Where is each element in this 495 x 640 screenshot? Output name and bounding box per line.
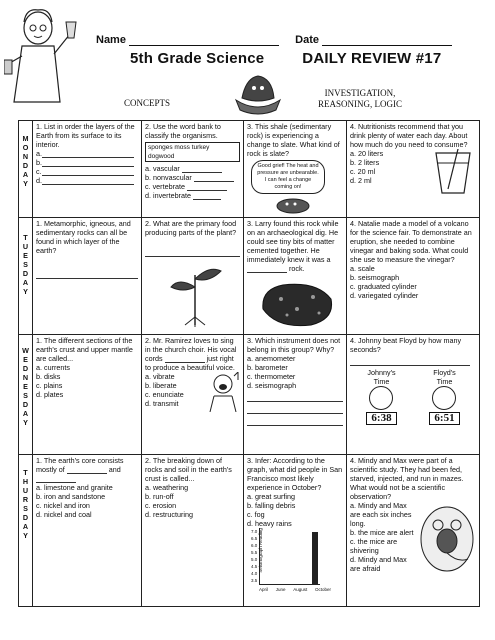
wednesday-q2-text: 2. Mr. Ramirez loves to sing in the church choir. His vocal cords just right to produce a beautiful voice.	[145, 336, 237, 372]
thursday-q2-text: 2. The breaking down of rocks and soil in the earth's crust is called...	[145, 456, 232, 483]
option[interactable]: d. 2 ml	[350, 176, 372, 185]
option[interactable]: a. great surfing	[247, 492, 295, 501]
thursday-row	[19, 455, 480, 607]
monday-label: M O N D A Y	[19, 121, 33, 218]
answer-blank[interactable]	[42, 168, 134, 176]
thursday-q3-text: 3. Infer: According to the graph, what did people in San Francisco most likely experience in October?	[247, 456, 343, 492]
thursday-label: T H U R S D A Y	[19, 455, 33, 607]
reasoning-header-line-2: REASONING, LOGIC	[318, 99, 402, 109]
option[interactable]: d. heavy rains	[247, 519, 292, 528]
tuesday-q2	[142, 218, 244, 335]
chart-x-ticks: April June August October	[259, 587, 331, 592]
option[interactable]: d. transmit	[145, 399, 179, 408]
tuesday-q1	[33, 218, 142, 335]
option[interactable]: a. anemometer	[247, 354, 296, 363]
chart-bars	[260, 528, 320, 584]
option[interactable]: b. disks	[36, 372, 61, 381]
option[interactable]: c. nickel and iron	[36, 501, 90, 510]
concepts-header: CONCEPTS	[124, 98, 171, 108]
option[interactable]: c. the mice are shivering	[350, 537, 398, 555]
answer-blank[interactable]	[182, 165, 222, 173]
option[interactable]: c. graduated cylinder	[350, 282, 417, 291]
option[interactable]: b. barometer	[247, 363, 288, 372]
answer-blank[interactable]	[194, 174, 234, 182]
option[interactable]: c. enunciate	[145, 390, 184, 399]
option[interactable]: a. Mindy and Max are each six inches long.	[350, 501, 412, 528]
title-right: DAILY REVIEW #17	[302, 50, 442, 67]
wednesday-q4-text: 4. Johnny beat Floyd by how many seconds?	[350, 336, 462, 354]
johnny-time: Johnny's Time 6:38	[367, 368, 396, 424]
review-grid	[18, 120, 480, 607]
wednesday-q1	[33, 335, 142, 455]
tuesday-q3-text: 3. Larry found this rock while on an archaeological dig. He could see tiny bits of matter cemented together. He immediately knew it was a rock.	[247, 219, 339, 273]
option[interactable]: b. seismograph	[350, 273, 400, 282]
water-glass-illustration	[428, 149, 476, 195]
name-date-line	[96, 34, 452, 46]
floyd-time: Floyd's Time 6:51	[429, 368, 459, 425]
page-title	[130, 50, 441, 67]
wednesday-label: W E D N E S D A Y	[19, 335, 33, 455]
sedimentary-rock-illustration	[257, 279, 337, 329]
answer-line[interactable]	[247, 404, 343, 414]
chart-y-ticks: 7.0 6.5 6.0 5.5 5.0 4.5 4.0 3.5	[251, 529, 258, 583]
option[interactable]: a. 20 liters	[350, 149, 384, 158]
seismograph-chart	[251, 528, 320, 585]
plant-illustration	[165, 257, 225, 327]
option[interactable]: b. liberate	[145, 381, 177, 390]
option[interactable]: c. fog	[247, 510, 265, 519]
answer-blank[interactable]	[42, 150, 134, 158]
wednesday-q2	[142, 335, 244, 455]
monday-q1-text: 1. List in order the layers of the Earth from its surface to its interior.	[36, 122, 135, 149]
option[interactable]: a. vibrate	[145, 372, 175, 381]
monday-q2-text: 2. Use the word bank to classify the organisms.	[145, 122, 221, 140]
answer-line[interactable]	[36, 269, 138, 279]
option[interactable]: d. restructuring	[145, 510, 193, 519]
rock-illustration	[232, 70, 284, 116]
tuesday-q3	[244, 218, 347, 335]
option[interactable]: d. seismograph	[247, 381, 297, 390]
answer-blank[interactable]	[165, 355, 205, 363]
answer-blank[interactable]	[193, 192, 221, 200]
stopwatch-icon	[369, 386, 393, 410]
option[interactable]: d. Mindy and Max are afraid	[350, 555, 407, 573]
johnny-time-value: 6:38	[366, 412, 396, 425]
option[interactable]: b. the mice are alert	[350, 528, 414, 537]
thursday-q2	[142, 455, 244, 607]
option[interactable]: d. plates	[36, 390, 64, 399]
answer-line[interactable]	[247, 416, 343, 426]
option[interactable]: b. 2 liters	[350, 158, 380, 167]
answer-blank[interactable]	[67, 466, 107, 474]
answer-line[interactable]	[247, 392, 343, 402]
answer-line[interactable]	[145, 247, 240, 257]
answer-line[interactable]	[350, 356, 470, 366]
date-label: Date	[295, 34, 319, 46]
option[interactable]: b. run-off	[145, 492, 174, 501]
stopwatch-icon	[432, 386, 456, 410]
option[interactable]: d. nickel and coal	[36, 510, 92, 519]
name-field[interactable]	[129, 45, 279, 46]
option[interactable]: c. erosion	[145, 501, 177, 510]
monday-q3-text: 3. This shale (sedimentary rock) is experiencing a change to slate. What kind of rock is slate?	[247, 122, 340, 158]
tuesday-q4-text: 4. Natalie made a model of a volcano for the science fair. To demonstrate an eruption, she needed to combine vinegar and baking soda. What could she use to measure the vinegar?	[350, 219, 472, 264]
monday-q1: 1. List in order the layers of the Earth from its surface to its interior. a. b. c. d.	[33, 121, 142, 218]
monday-q2: 2. Use the word bank to classify the organisms. sponges moss turkey dogwood a. vascular b. nonvascular c. vertebrate d. invertebrate	[142, 121, 244, 218]
thursday-q4-text: 4. Mindy and Max were part of a scientific study. They had been fed, starved, injected, and run in mazes. What would not be a scientific observation?	[350, 456, 464, 501]
option[interactable]: b. falling debris	[247, 501, 296, 510]
tuesday-q4	[347, 218, 480, 335]
option[interactable]: a. weathering	[145, 483, 189, 492]
monday-q4	[347, 121, 480, 218]
title-left: 5th Grade Science	[130, 50, 265, 67]
wednesday-q3	[244, 335, 347, 455]
speech-bubble: Good grief! The heat and pressure are unbearable. I can feel a change coming on!	[251, 160, 325, 194]
tuesday-row	[19, 218, 480, 335]
tuesday-q1-text: 1. Metamorphic, igneous, and sedimentary rocks can all be found in which layer of the earth?	[36, 219, 131, 255]
answer-blank[interactable]	[36, 475, 76, 483]
wednesday-q1-text: 1. The different sections of the earth's crust and upper mantle are called...	[36, 336, 133, 363]
scientist-illustration	[4, 4, 84, 108]
monday-row	[19, 121, 480, 218]
reasoning-header-line-1: INVESTIGATION,	[324, 88, 396, 98]
word-bank: sponges moss turkey dogwood	[145, 142, 240, 162]
option[interactable]: d. variegated cylinder	[350, 291, 419, 300]
option[interactable]: c. thermometer	[247, 372, 296, 381]
thursday-q3	[244, 455, 347, 607]
reasoning-header	[312, 88, 408, 110]
mice-illustration	[418, 501, 476, 575]
tuesday-label: T U E S D A Y	[19, 218, 33, 335]
monday-q4-text: 4. Nutritionists recommend that you drink plenty of water each day. About how much do you need to consume?	[350, 122, 468, 149]
date-field[interactable]	[322, 45, 452, 46]
chart-y-label: Seismograph Reading	[257, 528, 263, 573]
thursday-q4	[347, 455, 480, 607]
thursday-q1-text: 1. The earth's core consists mostly of and	[36, 456, 138, 483]
shale-rock-illustration	[273, 194, 313, 214]
wednesday-q3-text: 3. Which instrument does not belong in this group? Why?	[247, 336, 341, 354]
tuesday-q2-text: 2. What are the primary food producing parts of the plant?	[145, 219, 237, 237]
answer-blank[interactable]	[42, 177, 134, 185]
option[interactable]: a. scale	[350, 264, 375, 273]
wednesday-row	[19, 335, 480, 455]
answer-blank[interactable]	[247, 265, 287, 273]
option[interactable]: a. currents	[36, 363, 70, 372]
floyd-time-value: 6:51	[429, 412, 459, 425]
option[interactable]: a. limestone and granite	[36, 483, 113, 492]
option[interactable]: c. plains	[36, 381, 63, 390]
name-label: Name	[96, 34, 126, 46]
option[interactable]: b. iron and sandstone	[36, 492, 106, 501]
wednesday-q4	[347, 335, 480, 455]
option[interactable]: c. 20 ml	[350, 167, 376, 176]
answer-blank[interactable]	[42, 159, 134, 167]
answer-blank[interactable]	[187, 183, 227, 191]
singer-illustration	[206, 372, 240, 412]
monday-q3	[244, 121, 347, 218]
thursday-q1	[33, 455, 142, 607]
